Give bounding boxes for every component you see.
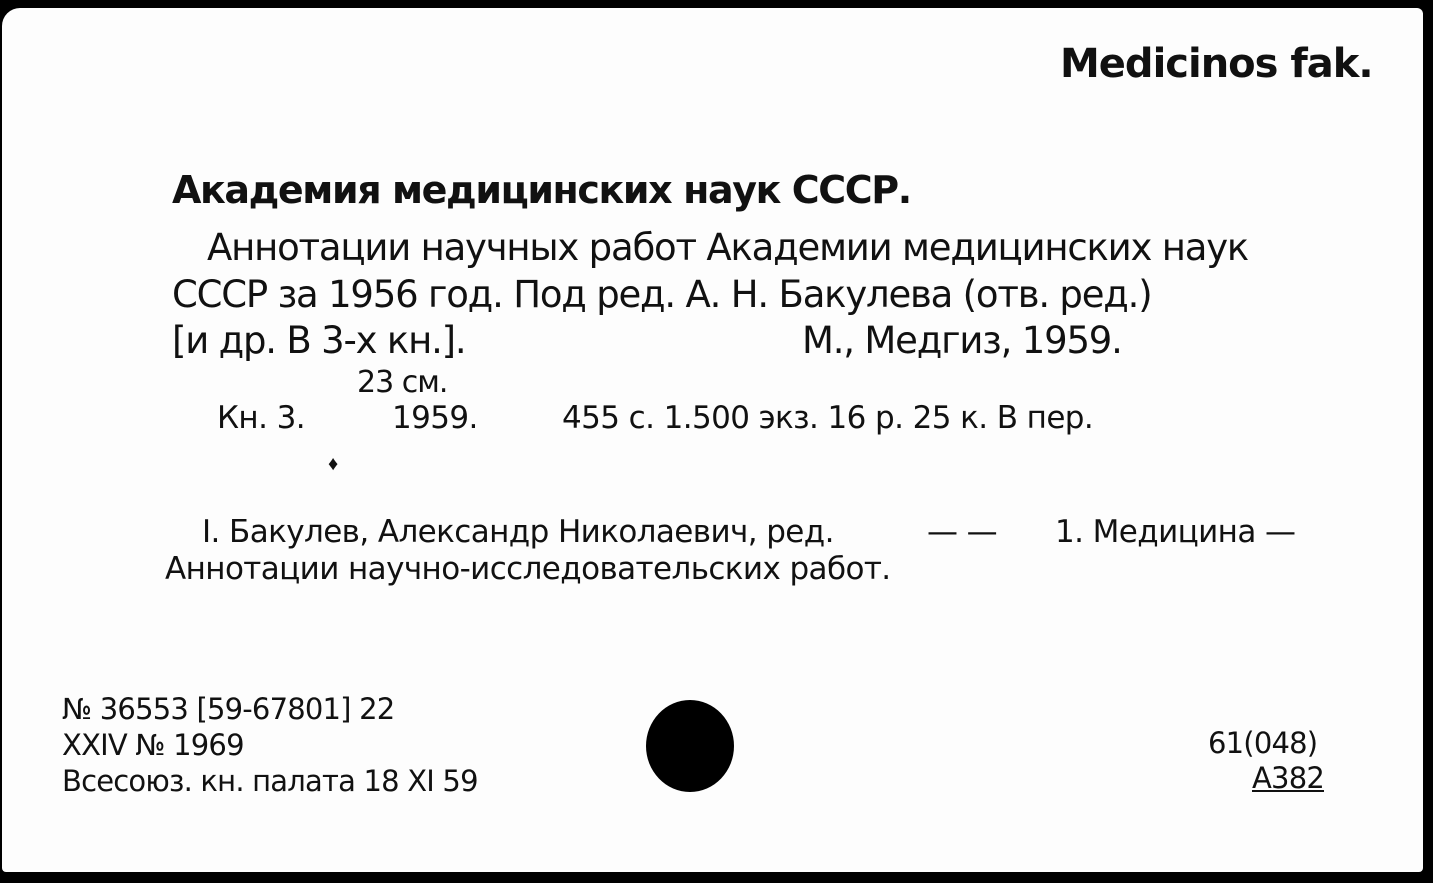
annotation-line-2: СССР за 1956 год. Под ред. А. Н. Бакулева (отв. ред.) (172, 273, 1152, 316)
volume-number: Кн. 3. (217, 400, 305, 436)
entry-line-1-left: I. Бакулев, Александр Николаевич, ред. (202, 514, 834, 550)
classification-code: 61(048) (1208, 726, 1318, 760)
ink-dot: ♦ (328, 453, 339, 475)
volume-year: 1959. (392, 400, 478, 436)
publisher-imprint: М., Медгиз, 1959. (802, 319, 1122, 362)
footer-line-1: № 36553 [59-67801] 22 (62, 692, 395, 726)
entry-line-1-right: 1. Медицина — (1055, 514, 1296, 550)
annotation-line-1: Аннотации научных работ Академии медицинских наук (207, 226, 1249, 269)
book-size: 23 см. (357, 365, 448, 400)
card-punch-hole (646, 700, 734, 792)
card-heading: Академия медицинских наук СССР. (172, 168, 911, 212)
entry-line-1-dash: — — (927, 514, 998, 550)
footer-line-2: XXIV № 1969 (62, 728, 244, 762)
catalog-card (2, 8, 1423, 872)
library-stamp: Medicinos fak. (1060, 41, 1373, 87)
volume-details: 455 с. 1.500 экз. 16 р. 25 к. В пер. (562, 400, 1094, 436)
author-mark: А382 (1252, 761, 1324, 795)
entry-line-2: Аннотации научно-исследовательских работ. (165, 551, 891, 587)
footer-line-3: Всесоюз. кн. палата 18 XI 59 (62, 764, 478, 798)
annotation-line-3-left: [и др. В 3-х кн.]. (172, 319, 466, 362)
